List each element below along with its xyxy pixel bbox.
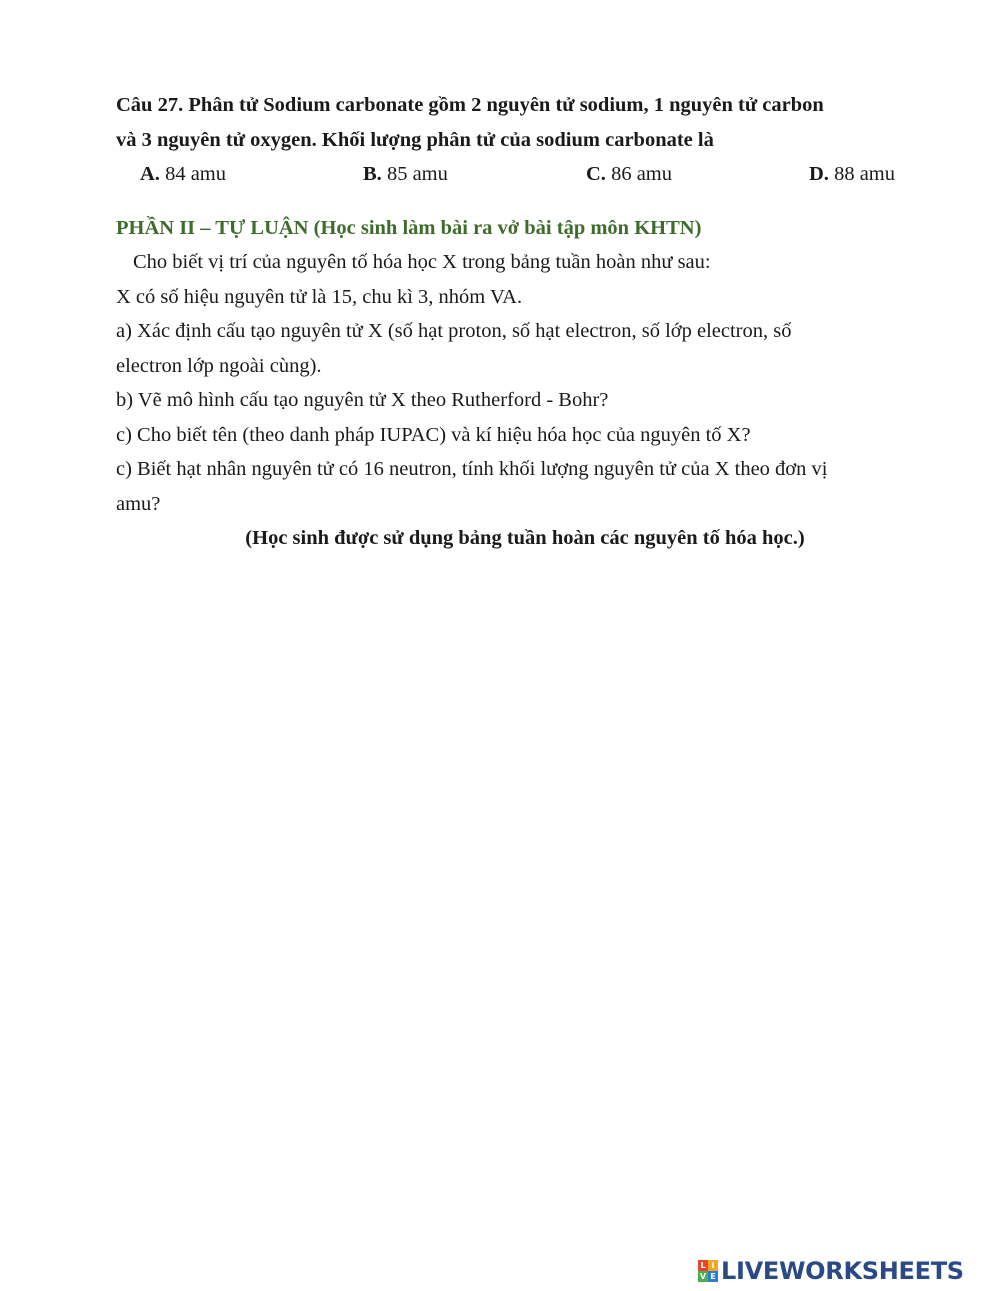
- part-2-question-a-line-1: a) Xác định cấu tạo nguyên tử X (số hạt proton, số hạt electron, số lớp electron, số: [116, 320, 792, 342]
- part-2-question-b: b) Vẽ mô hình cấu tạo nguyên tử X theo Rutherford - Bohr?: [116, 389, 609, 411]
- part-2-element-info: X có số hiệu nguyên tử là 15, chu kì 3, nhóm VA.: [116, 285, 523, 308]
- option-b-text: 85 amu: [381, 163, 448, 185]
- question-27-line-2: và 3 nguyên tử oxygen. Khối lượng phân tử của sodium carbonate là: [116, 128, 714, 151]
- part-2-question-c: c) Cho biết tên (theo danh pháp IUPAC) và kí hiệu hóa học của nguyên tố X?: [116, 423, 751, 446]
- option-d-text: 88 amu: [828, 163, 895, 185]
- logo-mark-letter-v: V: [699, 1272, 707, 1281]
- option-a: [140, 157, 363, 192]
- option-c-letter: C.: [586, 163, 606, 185]
- part-2-intro: Cho biết vị trí của nguyên tố hóa học X trong bảng tuần hoàn như sau:: [133, 251, 711, 273]
- option-d: [809, 157, 895, 192]
- option-a-letter: A.: [140, 163, 160, 185]
- option-a-text: 84 amu: [159, 163, 226, 185]
- option-d-letter: D.: [809, 163, 829, 185]
- logo-mark-letter-l: L: [698, 1260, 708, 1271]
- answer-options: [116, 157, 916, 192]
- worksheet-content: [116, 88, 916, 556]
- part-2-title: PHẦN II – TỰ LUẬN (Học sinh làm bài ra vở bài tập môn KHTN): [116, 216, 702, 239]
- logo-mark-letter-e: E: [708, 1271, 718, 1282]
- part-2-question-c2-line-2: amu?: [116, 492, 161, 515]
- option-c: [586, 157, 809, 192]
- logo-mark-letter-i: I: [708, 1260, 718, 1271]
- option-b: [363, 157, 586, 192]
- live-logo-mark-icon: [698, 1260, 718, 1282]
- periodic-table-note: (Học sinh được sử dụng bảng tuần hoàn các nguyên tố hóa học.): [245, 527, 805, 549]
- option-b-letter: B.: [363, 163, 382, 185]
- option-c-text: 86 amu: [605, 163, 672, 185]
- part-2-question-c2-line-1: c) Biết hạt nhân nguyên tử có 16 neutron, tính khối lượng nguyên tử của X theo đơn vị: [116, 458, 828, 480]
- question-27-line-1: Câu 27. Phân tử Sodium carbonate gồm 2 nguyên tử sodium, 1 nguyên tử carbon: [116, 94, 824, 116]
- part-2-question-a-line-2: electron lớp ngoài cùng).: [116, 354, 322, 377]
- liveworksheets-logo: [698, 1254, 964, 1288]
- logo-text: LIVEWORKSHEETS: [721, 1257, 964, 1285]
